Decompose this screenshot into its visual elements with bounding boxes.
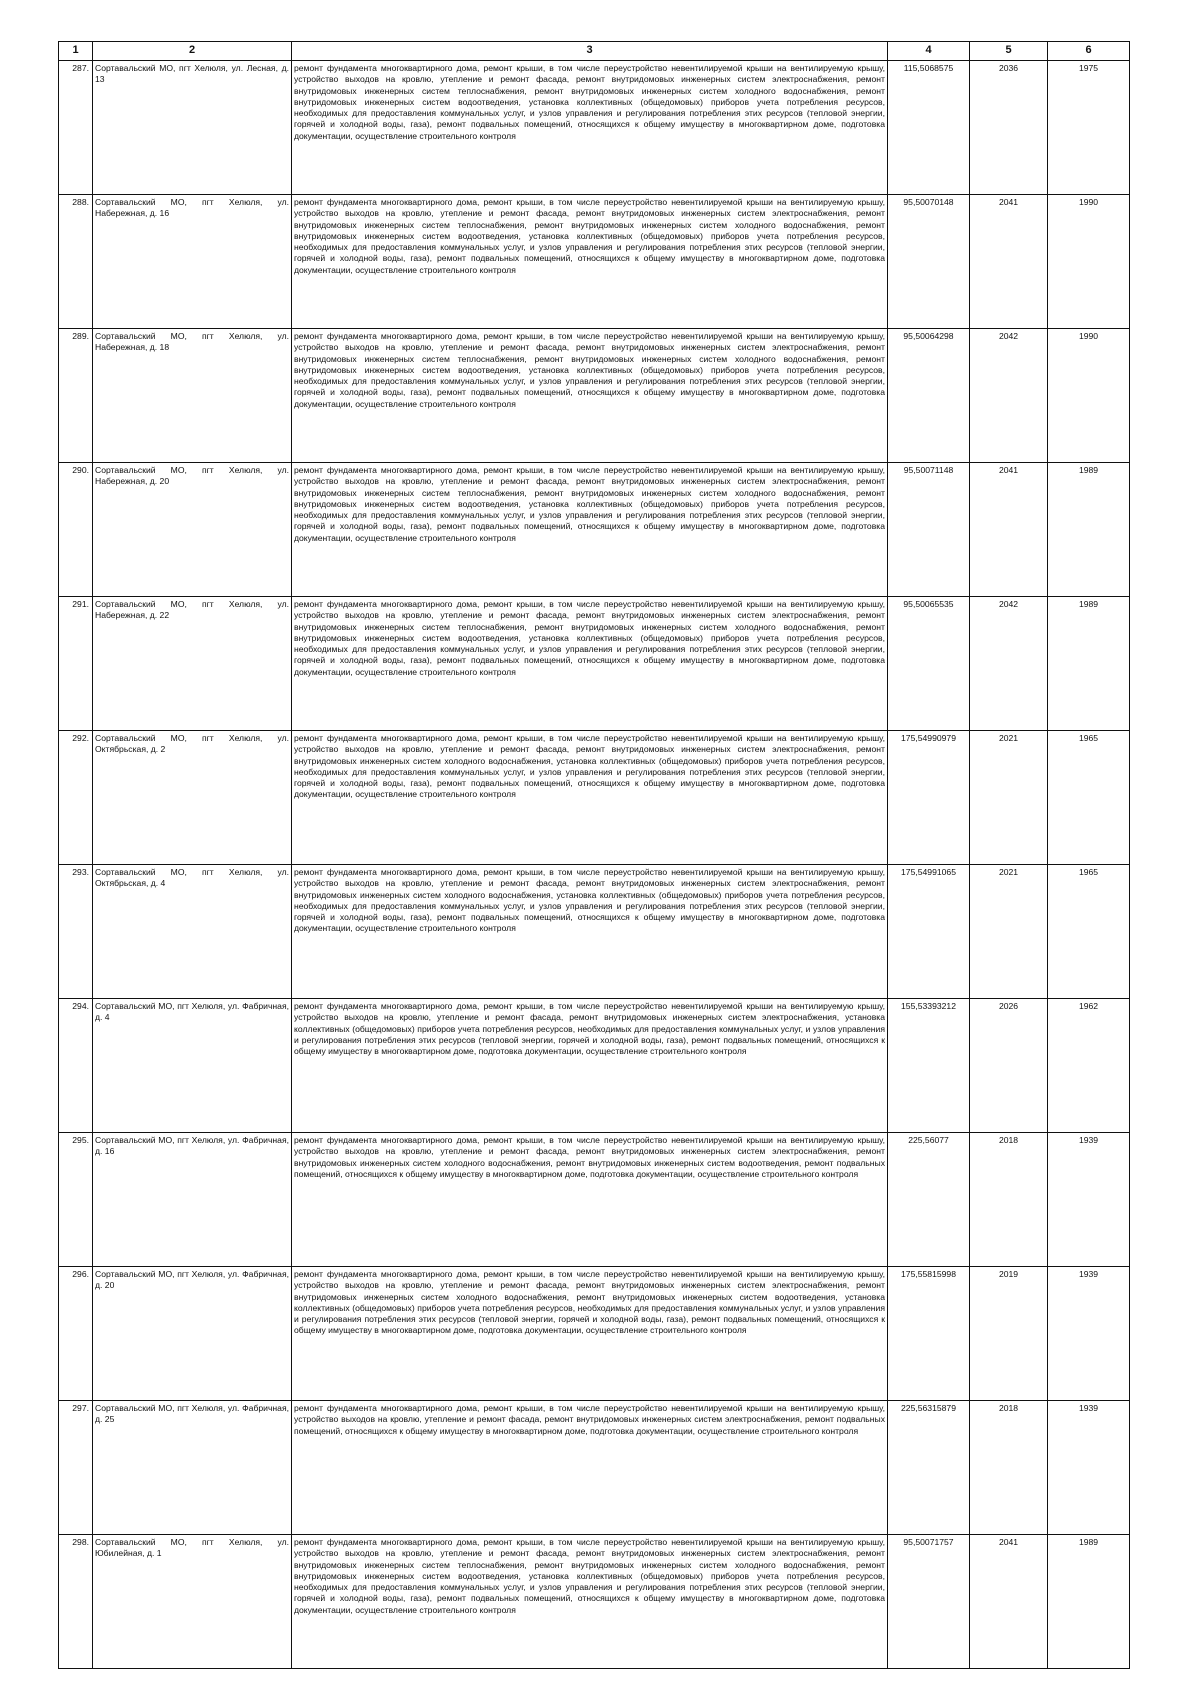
row-number: 292. bbox=[59, 731, 93, 865]
row-address: Сортавальский МО, пгт Хелюля, ул. Фабричная, д. 4 bbox=[93, 999, 292, 1133]
row-year-built: 1939 bbox=[1048, 1133, 1130, 1267]
row-works: ремонт фундамента многоквартирного дома, ремонт крыши, в том числе переустройство невентилируемой крыши на вентилируемую крышу, устройство выходов на кровлю, утепление и ремонт фасада, ремонт внутридомовых инженерных систем электроснабжения, ремонт внутридомовых инженерных систем теплоснабжения, ремонт внутридомовых инженерных систем холодного водоснабжения, ремонт внутридомовых инженерных систем водоотведения, установка коллективных (общедомовых) приборов учета потребления ресурсов, необходимых для предоставления коммунальных услуг, и узлов управления и регулирования потребления этих ресурсов (тепловой энергии, горячей и холодной воды, газа), ремонт подвальных помещений, относящихся к общему имуществу в многоквартирном доме, подготовка документации, осуществление строительного контроля bbox=[292, 329, 888, 463]
table-row bbox=[59, 1401, 1130, 1535]
row-works: ремонт фундамента многоквартирного дома, ремонт крыши, в том числе переустройство невентилируемой крыши на вентилируемую крышу, устройство выходов на кровлю, утепление и ремонт фасада, ремонт внутридомовых инженерных систем электроснабжения, ремонт внутридомовых инженерных систем теплоснабжения, ремонт внутридомовых инженерных систем холодного водоснабжения, ремонт внутридомовых инженерных систем водоотведения, установка коллективных (общедомовых) приборов учета потребления ресурсов, необходимых для предоставления коммунальных услуг, и узлов управления и регулирования потребления этих ресурсов (тепловой энергии, горячей и холодной воды, газа), ремонт подвальных помещений, относящихся к общему имуществу в многоквартирном доме, подготовка документации, осуществление строительного контроля bbox=[292, 1535, 888, 1669]
row-number: 289. bbox=[59, 329, 93, 463]
row-address: Сортавальский МО, пгт Хелюля, ул. Фабричная, д. 25 bbox=[93, 1401, 292, 1535]
row-year-built: 1962 bbox=[1048, 999, 1130, 1133]
row-cost: 175,54991065 bbox=[888, 865, 970, 999]
table-row bbox=[59, 329, 1130, 463]
row-works: ремонт фундамента многоквартирного дома, ремонт крыши, в том числе переустройство невентилируемой крыши на вентилируемую крышу, устройство выходов на кровлю, утепление и ремонт фасада, ремонт внутридомовых инженерных систем электроснабжения, ремонт внутридомовых инженерных систем холодного водоснабжения, ремонт внутридомовых инженерных систем водоотведения, установка коллективных (общедомовых) приборов учета потребления ресурсов, необходимых для предоставления коммунальных услуг, и узлов управления и регулирования потребления этих ресурсов (тепловой энергии, горячей и холодной воды, газа), ремонт подвальных помещений, относящихся к общему имуществу в многоквартирном доме, подготовка документации, осуществление строительного контроля bbox=[292, 1267, 888, 1401]
header-col-4: 4 bbox=[888, 42, 970, 61]
row-works: ремонт фундамента многоквартирного дома, ремонт крыши, в том числе переустройство невентилируемой крыши на вентилируемую крышу, устройство выходов на кровлю, утепление и ремонт фасада, ремонт внутридомовых инженерных систем электроснабжения, ремонт внутридомовых инженерных систем холодного водоснабжения, установка коллективных (общедомовых) приборов учета потребления ресурсов, необходимых для предоставления коммунальных услуг, и узлов управления и регулирования потребления этих ресурсов (тепловой энергии, горячей и холодной воды, газа), ремонт подвальных помещений, относящихся к общему имуществу в многоквартирном доме, подготовка документации, осуществление строительного контроля bbox=[292, 731, 888, 865]
row-year-plan: 2026 bbox=[970, 999, 1048, 1133]
row-number: 288. bbox=[59, 195, 93, 329]
header-col-2: 2 bbox=[93, 42, 292, 61]
row-number: 297. bbox=[59, 1401, 93, 1535]
row-works: ремонт фундамента многоквартирного дома, ремонт крыши, в том числе переустройство невентилируемой крыши на вентилируемую крышу, устройство выходов на кровлю, утепление и ремонт фасада, ремонт внутридомовых инженерных систем электроснабжения, ремонт подвальных помещений, относящихся к общему имуществу в многоквартирном доме, подготовка документации, осуществление строительного контроля bbox=[292, 1401, 888, 1535]
row-number: 287. bbox=[59, 61, 93, 195]
row-year-plan: 2019 bbox=[970, 1267, 1048, 1401]
row-year-plan: 2021 bbox=[970, 865, 1048, 999]
row-year-plan: 2041 bbox=[970, 195, 1048, 329]
row-works: ремонт фундамента многоквартирного дома, ремонт крыши, в том числе переустройство невентилируемой крыши на вентилируемую крышу, устройство выходов на кровлю, утепление и ремонт фасада, ремонт внутридомовых инженерных систем электроснабжения, ремонт внутридомовых инженерных систем холодного водоснабжения, установка коллективных (общедомовых) приборов учета потребления ресурсов, необходимых для предоставления коммунальных услуг, и узлов управления и регулирования потребления этих ресурсов (тепловой энергии, горячей и холодной воды, газа), ремонт подвальных помещений, относящихся к общему имуществу в многоквартирном доме, подготовка документации, осуществление строительного контроля bbox=[292, 865, 888, 999]
row-year-plan: 2018 bbox=[970, 1133, 1048, 1267]
row-year-plan: 2041 bbox=[970, 463, 1048, 597]
row-year-built: 1989 bbox=[1048, 597, 1130, 731]
row-year-plan: 2041 bbox=[970, 1535, 1048, 1669]
row-year-plan: 2021 bbox=[970, 731, 1048, 865]
row-works: ремонт фундамента многоквартирного дома, ремонт крыши, в том числе переустройство невентилируемой крыши на вентилируемую крышу, устройство выходов на кровлю, утепление и ремонт фасада, ремонт внутридомовых инженерных систем электроснабжения, ремонт внутридомовых инженерных систем холодного водоснабжения, ремонт внутридомовых инженерных систем водоотведения, ремонт подвальных помещений, относящихся к общему имуществу в многоквартирном доме, подготовка документации, осуществление строительного контроля bbox=[292, 1133, 888, 1267]
row-address: Сортавальский МО, пгт Хелюля, ул. Фабричная, д. 16 bbox=[93, 1133, 292, 1267]
row-year-plan: 2018 bbox=[970, 1401, 1048, 1535]
header-col-1: 1 bbox=[59, 42, 93, 61]
row-works: ремонт фундамента многоквартирного дома, ремонт крыши, в том числе переустройство невентилируемой крыши на вентилируемую крышу, устройство выходов на кровлю, утепление и ремонт фасада, ремонт внутридомовых инженерных систем электроснабжения, установка коллективных (общедомовых) приборов учета потребления ресурсов, необходимых для предоставления коммунальных услуг, и узлов управления и регулирования потребления этих ресурсов (тепловой энергии, горячей и холодной воды, газа), ремонт подвальных помещений, относящихся к общему имуществу в многоквартирном доме, подготовка документации, осуществление строительного контроля bbox=[292, 999, 888, 1133]
table-row bbox=[59, 999, 1130, 1133]
row-number: 295. bbox=[59, 1133, 93, 1267]
row-cost: 95,50071757 bbox=[888, 1535, 970, 1669]
row-number: 294. bbox=[59, 999, 93, 1133]
header-col-5: 5 bbox=[970, 42, 1048, 61]
row-works: ремонт фундамента многоквартирного дома, ремонт крыши, в том числе переустройство невентилируемой крыши на вентилируемую крышу, устройство выходов на кровлю, утепление и ремонт фасада, ремонт внутридомовых инженерных систем электроснабжения, ремонт внутридомовых инженерных систем теплоснабжения, ремонт внутридомовых инженерных систем холодного водоснабжения, ремонт внутридомовых инженерных систем водоотведения, установка коллективных (общедомовых) приборов учета потребления ресурсов, необходимых для предоставления коммунальных услуг, и узлов управления и регулирования потребления этих ресурсов (тепловой энергии, горячей и холодной воды, газа), ремонт подвальных помещений, относящихся к общему имуществу в многоквартирном доме, подготовка документации, осуществление строительного контроля bbox=[292, 61, 888, 195]
row-address: Сортавальский МО, пгт Хелюля, ул. Лесная, д. 13 bbox=[93, 61, 292, 195]
capital-repair-table bbox=[58, 41, 1130, 1669]
row-address: Сортавальский МО, пгт Хелюля, ул. Набережная, д. 18 bbox=[93, 329, 292, 463]
row-number: 293. bbox=[59, 865, 93, 999]
capital-repair-table-sheet bbox=[58, 41, 1129, 1669]
row-address: Сортавальский МО, пгт Хелюля, ул. Фабричная, д. 20 bbox=[93, 1267, 292, 1401]
row-cost: 95,50071148 bbox=[888, 463, 970, 597]
row-year-plan: 2036 bbox=[970, 61, 1048, 195]
row-year-built: 1989 bbox=[1048, 463, 1130, 597]
row-cost: 155,53393212 bbox=[888, 999, 970, 1133]
row-year-built: 1990 bbox=[1048, 195, 1130, 329]
row-cost: 175,55815998 bbox=[888, 1267, 970, 1401]
header-col-3: 3 bbox=[292, 42, 888, 61]
row-year-built: 1989 bbox=[1048, 1535, 1130, 1669]
table-row bbox=[59, 865, 1130, 999]
row-year-built: 1965 bbox=[1048, 731, 1130, 865]
row-works: ремонт фундамента многоквартирного дома, ремонт крыши, в том числе переустройство невентилируемой крыши на вентилируемую крышу, устройство выходов на кровлю, утепление и ремонт фасада, ремонт внутридомовых инженерных систем электроснабжения, ремонт внутридомовых инженерных систем теплоснабжения, ремонт внутридомовых инженерных систем холодного водоснабжения, ремонт внутридомовых инженерных систем водоотведения, установка коллективных (общедомовых) приборов учета потребления ресурсов, необходимых для предоставления коммунальных услуг, и узлов управления и регулирования потребления этих ресурсов (тепловой энергии, горячей и холодной воды, газа), ремонт подвальных помещений, относящихся к общему имуществу в многоквартирном доме, подготовка документации, осуществление строительного контроля bbox=[292, 463, 888, 597]
row-year-plan: 2042 bbox=[970, 329, 1048, 463]
table-row bbox=[59, 1535, 1130, 1669]
table-row bbox=[59, 195, 1130, 329]
row-cost: 95,50064298 bbox=[888, 329, 970, 463]
table-row bbox=[59, 61, 1130, 195]
row-cost: 95,50065535 bbox=[888, 597, 970, 731]
row-cost: 225,56077 bbox=[888, 1133, 970, 1267]
table-row bbox=[59, 597, 1130, 731]
row-address: Сортавальский МО, пгт Хелюля, ул. Октябрьская, д. 4 bbox=[93, 865, 292, 999]
row-cost: 115,5068575 bbox=[888, 61, 970, 195]
row-works: ремонт фундамента многоквартирного дома, ремонт крыши, в том числе переустройство невентилируемой крыши на вентилируемую крышу, устройство выходов на кровлю, утепление и ремонт фасада, ремонт внутридомовых инженерных систем электроснабжения, ремонт внутридомовых инженерных систем теплоснабжения, ремонт внутридомовых инженерных систем холодного водоснабжения, ремонт внутридомовых инженерных систем водоотведения, установка коллективных (общедомовых) приборов учета потребления ресурсов, необходимых для предоставления коммунальных услуг, и узлов управления и регулирования потребления этих ресурсов (тепловой энергии, горячей и холодной воды, газа), ремонт подвальных помещений, относящихся к общему имуществу в многоквартирном доме, подготовка документации, осуществление строительного контроля bbox=[292, 597, 888, 731]
row-cost: 95,50070148 bbox=[888, 195, 970, 329]
row-address: Сортавальский МО, пгт Хелюля, ул. Набережная, д. 20 bbox=[93, 463, 292, 597]
row-address: Сортавальский МО, пгт Хелюля, ул. Октябрьская, д. 2 bbox=[93, 731, 292, 865]
row-year-built: 1965 bbox=[1048, 865, 1130, 999]
table-row bbox=[59, 463, 1130, 597]
row-cost: 225,56315879 bbox=[888, 1401, 970, 1535]
row-number: 290. bbox=[59, 463, 93, 597]
header-col-6: 6 bbox=[1048, 42, 1130, 61]
row-address: Сортавальский МО, пгт Хелюля, ул. Набережная, д. 22 bbox=[93, 597, 292, 731]
row-number: 298. bbox=[59, 1535, 93, 1669]
row-address: Сортавальский МО, пгт Хелюля, ул. Набережная, д. 16 bbox=[93, 195, 292, 329]
row-year-built: 1939 bbox=[1048, 1401, 1130, 1535]
row-works: ремонт фундамента многоквартирного дома, ремонт крыши, в том числе переустройство невентилируемой крыши на вентилируемую крышу, устройство выходов на кровлю, утепление и ремонт фасада, ремонт внутридомовых инженерных систем электроснабжения, ремонт внутридомовых инженерных систем теплоснабжения, ремонт внутридомовых инженерных систем холодного водоснабжения, ремонт внутридомовых инженерных систем водоотведения, установка коллективных (общедомовых) приборов учета потребления ресурсов, необходимых для предоставления коммунальных услуг, и узлов управления и регулирования потребления этих ресурсов (тепловой энергии, горячей и холодной воды, газа), ремонт подвальных помещений, относящихся к общему имуществу в многоквартирном доме, подготовка документации, осуществление строительного контроля bbox=[292, 195, 888, 329]
table-row bbox=[59, 1267, 1130, 1401]
row-cost: 175,54990979 bbox=[888, 731, 970, 865]
row-number: 291. bbox=[59, 597, 93, 731]
row-year-built: 1939 bbox=[1048, 1267, 1130, 1401]
table-row bbox=[59, 1133, 1130, 1267]
table-header-row bbox=[59, 42, 1130, 61]
row-address: Сортавальский МО, пгт Хелюля, ул. Юбилейная, д. 1 bbox=[93, 1535, 292, 1669]
table-row bbox=[59, 731, 1130, 865]
row-number: 296. bbox=[59, 1267, 93, 1401]
row-year-plan: 2042 bbox=[970, 597, 1048, 731]
row-year-built: 1990 bbox=[1048, 329, 1130, 463]
row-year-built: 1975 bbox=[1048, 61, 1130, 195]
